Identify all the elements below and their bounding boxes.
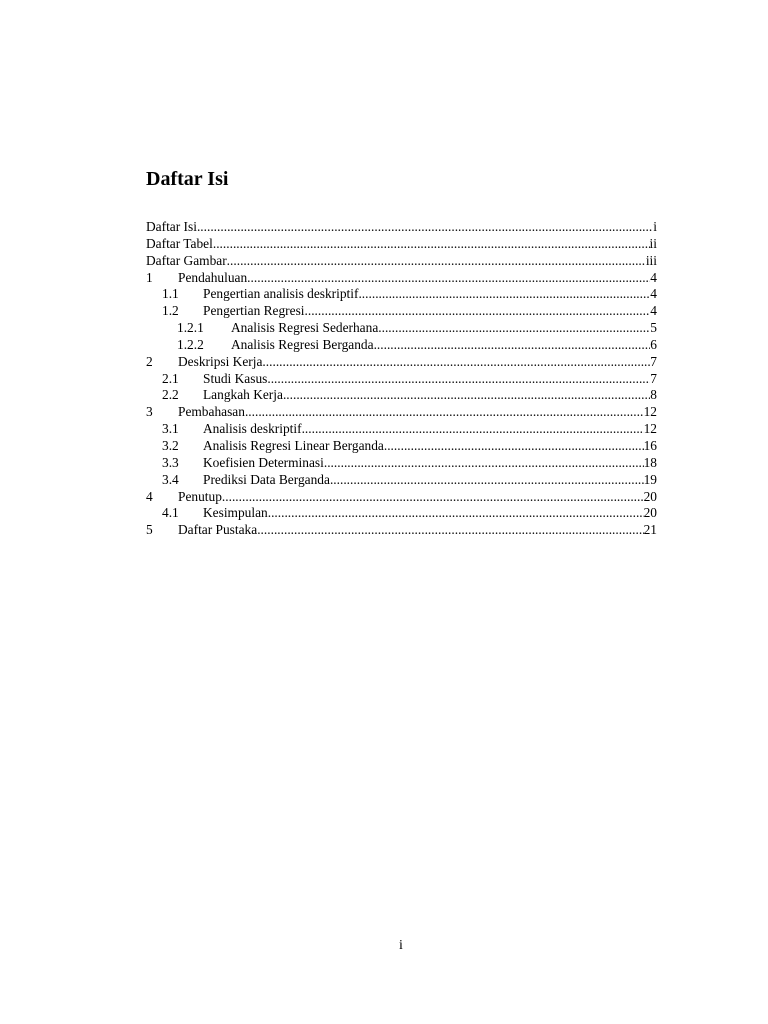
toc-entry-label: Deskripsi Kerja [178, 353, 263, 369]
toc-entry-page: 12 [643, 404, 657, 420]
toc-entry-number: 1.2 [162, 303, 179, 319]
toc-entry-number: 1.2.2 [177, 336, 204, 352]
toc-entry-label: Analisis Regresi Berganda [231, 336, 374, 352]
toc-entry-number: 3.1 [162, 421, 179, 437]
toc-entry-page: 4 [650, 269, 657, 285]
toc-entry-label: Pengertian Regresi [203, 303, 305, 319]
toc-entry-page: 4 [650, 303, 657, 319]
toc-entry-label: Langkah Kerja [203, 387, 283, 403]
toc-entry-number: 3.4 [162, 471, 179, 487]
toc-entry-page: 7 [650, 353, 657, 369]
toc-entry-3-1[interactable] [146, 421, 657, 438]
toc-leader-dots [378, 320, 650, 337]
toc-entry-page: 20 [643, 488, 657, 504]
toc-entry-label: Pendahuluan [178, 269, 248, 285]
toc-entry-label: Daftar Pustaka [178, 522, 258, 538]
toc-entry-3-4[interactable] [146, 472, 657, 489]
toc-entry-2[interactable] [146, 354, 657, 371]
toc-leader-dots [302, 421, 644, 438]
toc-entry-number: 1 [146, 269, 153, 285]
toc-entry-number: 3.3 [162, 454, 179, 470]
toc-entry-page: 20 [643, 505, 657, 521]
toc-entry-page: ii [649, 235, 657, 251]
toc-entry-page: 12 [643, 421, 657, 437]
toc-entry-3-2[interactable] [146, 438, 657, 455]
toc-entry-label: Daftar Tabel [146, 235, 213, 251]
toc-leader-dots [358, 286, 650, 303]
toc-entry-label: Penutup [178, 488, 222, 504]
toc-entry-label: Analisis Regresi Linear Berganda [203, 437, 384, 453]
toc-entry-2-1[interactable] [146, 371, 657, 388]
toc-leader-dots [305, 303, 651, 320]
toc-entry-number: 1.2.1 [177, 320, 204, 336]
table-of-contents [146, 219, 657, 539]
toc-entry-daftar-gambar[interactable] [146, 253, 657, 270]
toc-entry-1-1[interactable] [146, 286, 657, 303]
toc-entry-label: Pengertian analisis deskriptif [203, 286, 359, 302]
toc-leader-dots [257, 522, 643, 539]
toc-entry-number: 2.1 [162, 370, 179, 386]
toc-leader-dots [324, 455, 644, 472]
toc-entry-page: 16 [643, 437, 657, 453]
toc-entry-number: 4 [146, 488, 153, 504]
toc-entry-page: 8 [650, 387, 657, 403]
toc-leader-dots [267, 371, 650, 388]
toc-entry-number: 3.2 [162, 437, 179, 453]
toc-leader-dots [262, 354, 650, 371]
toc-entry-page: 21 [643, 522, 657, 538]
toc-entry-label: Studi Kasus [203, 370, 268, 386]
toc-entry-5[interactable] [146, 522, 657, 539]
toc-entry-number: 2.2 [162, 387, 179, 403]
toc-entry-label: Kesimpulan [203, 505, 268, 521]
toc-entry-3[interactable] [146, 404, 657, 421]
toc-leader-dots [197, 219, 653, 236]
toc-entry-label: Analisis Regresi Sederhana [231, 320, 379, 336]
toc-entry-number: 3 [146, 404, 153, 420]
toc-entry-daftar-isi[interactable] [146, 219, 657, 236]
toc-leader-dots [384, 438, 644, 455]
toc-entry-label: Prediksi Data Berganda [203, 471, 330, 487]
toc-entry-page: 7 [650, 370, 657, 386]
toc-leader-dots [227, 253, 646, 270]
toc-entry-page: 4 [650, 286, 657, 302]
toc-entry-label: Daftar Gambar [146, 252, 227, 268]
toc-entry-daftar-tabel[interactable] [146, 236, 657, 253]
toc-entry-3-3[interactable] [146, 455, 657, 472]
toc-entry-label: Koefisien Determinasi [203, 454, 324, 470]
toc-leader-dots [213, 236, 650, 253]
toc-leader-dots [245, 404, 644, 421]
toc-entry-number: 5 [146, 522, 153, 538]
toc-entry-page: 19 [643, 471, 657, 487]
toc-entry-page: 18 [643, 454, 657, 470]
toc-leader-dots [247, 270, 650, 287]
toc-leader-dots [374, 337, 651, 354]
toc-entry-4[interactable] [146, 489, 657, 506]
toc-leader-dots [283, 387, 650, 404]
page-number: i [399, 938, 403, 953]
toc-leader-dots [222, 489, 644, 506]
toc-entry-1-2[interactable] [146, 303, 657, 320]
toc-leader-dots [330, 472, 644, 489]
toc-entry-page: iii [645, 252, 657, 268]
toc-entry-1[interactable] [146, 270, 657, 287]
page-title: Daftar Isi [146, 168, 229, 190]
toc-entry-page: i [653, 219, 657, 234]
toc-entry-page: 5 [650, 320, 657, 336]
toc-entry-2-2[interactable] [146, 387, 657, 404]
toc-entry-number: 4.1 [162, 505, 179, 521]
toc-entry-1-2-2[interactable] [146, 337, 657, 354]
toc-entry-1-2-1[interactable] [146, 320, 657, 337]
toc-entry-label: Daftar Isi [146, 219, 197, 234]
toc-entry-label: Analisis deskriptif [203, 421, 302, 437]
toc-entry-label: Pembahasan [178, 404, 245, 420]
toc-entry-number: 1.1 [162, 286, 179, 302]
toc-leader-dots [268, 505, 644, 522]
toc-entry-page: 6 [650, 336, 657, 352]
toc-entry-number: 2 [146, 353, 153, 369]
toc-entry-4-1[interactable] [146, 505, 657, 522]
